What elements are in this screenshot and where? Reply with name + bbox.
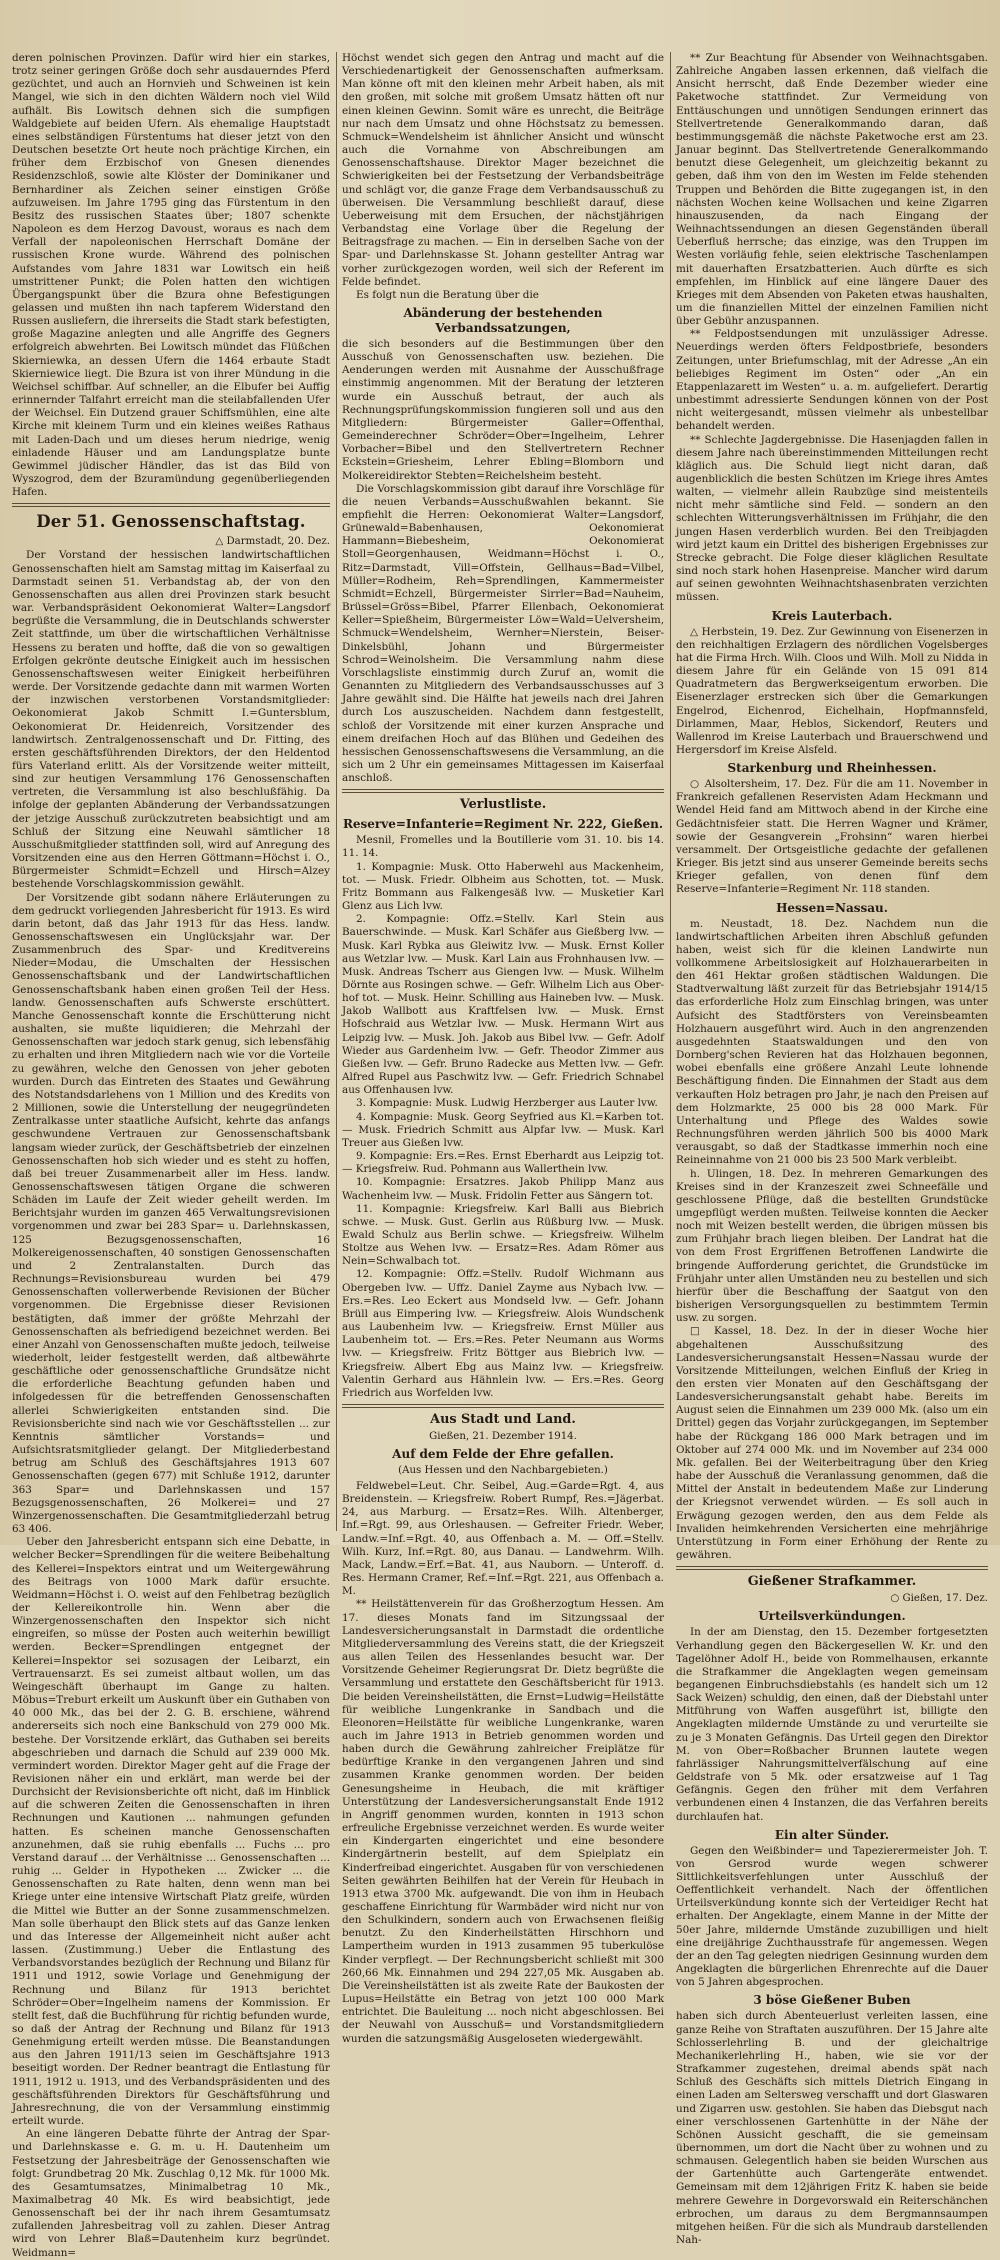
headline-verlustliste: Verlustliste. (459, 797, 547, 813)
column-left (12, 52, 330, 2259)
subheadline-regiment: Reserve=Infanterie=Regiment Nr. 222, Gießen. (342, 817, 664, 832)
article-text: An eine längeren Debatte führte der Antrag der Spar- und Darlehnskasse e. G. m. u. H. Dautenheim um Festsetzung der Jahresbeiträge der Genossenschaften wie folgt: Grundbetrag 20 Mk. Zuschlag 0,12 Mk. für 1000 Mk. des Gesamtumsatzes, Minimalbetrag 10 Mk., Maximalbetrag 40 Mk. Es wird beabsichtigt, jede Genossenschaft bei der ihr nach ihrem Gesamtumsatz zufallenden Jahresbeitrag voll zu zahlen. Dieser Antrag wird von Lehrer Blaß=Dautenheim kurz begründet. Weidmann= (12, 2128, 330, 2259)
list-text: Feldwebel=Leut. Chr. Seibel, Aug.=Garde=Rgt. 4, aus Breidenstein. — Kriegsfreiw. Robert Rumpf, Res.=Jägerbat. 24, aus Marburg. — Ersatz=Res. Wilh. Altenberger, Inf.=Rgt. 99, aus Orleshausen. — Gefreiter Friedr. Weber, Landw.=Inf.=Rgt. 40, aus Offenbach a. M. — Off.=Stellv. Wilh. Kurz, Inf.=Rgt. 80, aus Danau. — Landwehrm. Wilh. Mack, Landw.=Erf.=Bat. 41, aus Nauborn. — Unteroff. d. Res. Hermann Cramer, Ref.=Inf.=Rgt. 221, aus Offenbach a. M. (342, 1480, 664, 1598)
list-text: 12. Kompagnie: Offz.=Stellv. Rudolf Wichmann aus Obergeben lvw. — Uffz. Daniel Zayme aus Nybach lvw. — Ers.=Res. Leo Eckert aus Mondseld lvw. — Gefr. Johann Brüll aus Eimpering lvw. — Kriegsfreiw. Alois Wundschenk aus Laubenheim lvw. — Kriegsfreiw. Ernst Müller aus Laubenheim tot. — Ers.=Res. Peter Neumann aus Worms lvw. — Kriegsfreiw. Fritz Böttger aus Biebrich lvw. — Kriegsfreiw. Albert Ebg aus Mainz lvw. — Kriegsfreiw. Valentin Gerhard aus Hähnlein lvw. — Ers.=Res. Georg Friedrich aus Worfelden lvw. (342, 1268, 664, 1399)
article-text: ** Feldpostsendungen mit unzulässiger Adresse. Neuerdings werden öfters Feldpostbriefe, besonders Zeitungen, unter Briefumschlag, mit der Adresse „An ein beliebiges Regiment im Osten“ oder „An ein Etappenlazarett im Westen“ u. a. m. aufgeliefert. Derartig unbestimmt adressierte Sendungen können von der Post nicht weitergesandt, müssen vielmehr als unbestellbar behandelt werden. (676, 328, 988, 433)
column-middle (342, 52, 664, 2045)
article-text: deren polnischen Provinzen. Dafür wird hier ein starkes, trotz seiner geringen Größe doch sehr ausdauerndes Pferd gezüchtet, und auch an Hornvieh und Schweinen ist kein Mangel, wie sich in den dichten Wäldern noch viel Wild aufhält. Bis Lowitsch dehnen sich die sumpfigen Waldgebiete auf beiden Ufern. Als ehemalige Hauptstadt eines selbständigen Fürstentums hat dieser jetzt von den Deutschen besetzte Ort heute noch prächtige Kirchen, ein früher dem Erzbischof von Gnesen dienendes Residenzschloß, sowie alte Klöster der Dominikaner und Bernhardiner als Zeichen seiner einstigen Größe aufzuweisen. Im Jahre 1795 ging das Fürstentum in den Besitz des russischen Staates über; 1807 schenkte Napoleon es dem Herzog Davoust, woraus es nach dem Verfall der napoleonischen Herrschaft Domäne der russischen Krone wurde. Während des polnischen Aufstandes vom Jahre 1831 war Lowitsch ein heiß umstrittener Punkt; die Polen hatten den wichtigen Übergangspunkt über die Bzura ohne Befestigungen gelassen und mußten ihn nach tapferem Widerstand den Russen ausliefern, die ihrerseits die Stadt stark befestigten, große Magazine anlegten und alle Angriffe des Gegners erfolgreich abwehrten. Bei Lowitsch mündet das Flüßchen Skierniewka, an dessen Ufern die 1464 erbaute Stadt Skierniewice liegt. Die Bzura ist von ihrer Mündung in die Weichsel schiffbar. Auf schneller, an die Elbufer bei Auffig erinnernder Talfahrt erreicht man die steilabfallenden Ufer der Weichsel. Ein Dutzend grauer Schiffsmühlen, eine alte Kirche mit kleinem Turm und ein kleines weißes Rathaus mit Laden-Dach und um dieses herum niedrige, wenig einladende Häuser und am Landungsplatze bunte Gewimmel jüdischer Händler, das ist das Bild von Wyszogrod, dem der Bzuramündung gegenüberliegenden Hafen. (12, 52, 330, 499)
subheadline-satzungen: Abänderung der bestehenden Verbandssatzungen, (403, 305, 603, 335)
article-text: Höchst wendet sich gegen den Antrag und macht auf die Verschiedenartigkeit der Genossenschaften aufmerksam. Man könne oft mit den kleinen mehr Arbeit haben, als mit den großen, mit solche mit großem Umsatz hätten oft nur einen kleinen Gewinn. Somit wäre es unrecht, die Beiträge nur nach dem Umsatz und ohne Höchstsatz zu bemessen. Schmuck=Wendelsheim ist ähnlicher Ansicht und wünscht auch die Vornahme von Abschreibungen am Genossenschaftshause. Direktor Mager bezeichnet die Schwierigkeiten bei der Festsetzung der Verbandsbeiträge und schlägt vor, die ganze Frage dem Verbandsausschuß zu überweisen. Die Versammlung beschließt darauf, diese Ueberweisung mit dem Ersuchen, der nächstjährigen Verbandstag eine Vorlage über die Regelung der Beitragsfrage zu machen. — Ein in derselben Sache von der Spar- und Darlehnskasse St. Johann gestellter Antrag war vorher zurückgezogen worden, weil sich der Referent im Felde befindet. (342, 52, 664, 288)
headline-genossenschaftstag: Der 51. Genossenschaftstag. (36, 512, 306, 532)
article-text: Die Vorschlagskommission gibt darauf ihre Vorschläge für die neuen Verbands=Ausschußwahlen bekannt. Sie empfiehlt die Herren: Oekonomierat Walter=Langsdorf, Grünewald=Babenhausen, Oekonomierat Hammann=Biebesheim, Oekonomierat Stoll=Georgenhausen, Weidmann=Höchst i. O., Ritz=Darmstadt, Vill=Offstein, Gellhaus=Bad=Vilbel, Müller=Rodheim, Reh=Sprendlingen, Kammermeister Schmidt=Echzell, Bürgermeister Sirrler=Bad=Nauheim, Brüssel=Gröss=Bibel, Pfarrer Ellenbach, Oekonomierat Keller=Spießheim, Bürgermeister Löw=Wald=Uelversheim, Schmuck=Wendelsheim, Wernher=Nierstein, Beiser-Dinkelsbühl, Johann und Bürgermeister Schrod=Weinolsheim. Die Versammlung nahm diese Vorschlagsliste einstimmig durch Zuruf an, womit die Genannten zu Mitgliedern des Verbandsausschusses auf 3 Jahre gewählt sind. Die Hälfte hat jeweils nach drei Jahren durch Los auszuscheiden. Nachdem dann festgestellt, schloß der Vorsitzende mit einer kurzen Ansprache und einem dreifachen Hoch auf das Blühen und Gedeihen des hessischen Genossenschaftswesens die Versammlung, an die sich um 2 Uhr ein gemeinsames Mittagessen im Kaiserfaal anschloß. (342, 482, 664, 785)
article-text: Ueber den Jahresbericht entspann sich eine Debatte, in welcher Becker=Sprendlingen für die weitere Beibehaltung des Kellerei=Inspektors eintrat und um Weitergewährung des Beitrags von 1000 Mark dafür ersuchte. Weidmann=Höchst i. O. weist auf den Fehlbetrag bezüglich der Kellereikontrolle hin. Wenn aber die Winzergenossenschaften den Inspektor sich nicht eingreifen, so müsse der Posten auch weiterhin bewilligt werden. Becker=Sprendlingen entgegnet der Kellerei=Inspektor sei sozusagen der Leibarzt, ein Vertrauensarzt. Es sei zumeist altbaut wollen, um das Weingeschäft überhaupt im Gange zu halten. Möbus=Treburt erkeilt um Auskunft über ein Guthaben von 40 000 Mk., das bei der 2. G. B. erschiene, während andererseits sich noch eine Bankschuld von 279 000 Mk. bestehe. Der Vorsitzende erklärt, das Guthaben sei bereits abgeschrieben und darnach die Schuld auf 239 000 Mk. vermindert worden. Direktor Mager geht auf die Frage der Revisionen näher ein und erklärt, man werde bei der Durchsicht der Revisionsberichte oft nicht, daß im Hinblick auf die schweren Zeiten die Genossenschaften in ihren Rechnungen und Kautionen ... nahmungen gefunden hatten. Es scheinen manche Genossenschaften anzunehmen, daß sie ruhig ebenfalls ... Fuchs ... pro Verstand darauf ... der Verhältnisse ... Genossenschaften ... ruhig ... Gelder in Hypotheken ... Zwicker ... die Genossenschaften zu Rate halten, denn wenn man bei Kriege unter eine intensive Wirtschaft Platz greife, würden die Mittel wie Butter an der Sonne zusammenschmelzen. Man solle überhaupt den Blick stets auf das Ganze lenken und das Interesse der Allgemeinheit nicht außer acht lassen. (Zustimmung.) Ueber die Entlastung des Verbandsvorstandes bezüglich der Rechnung und Bilanz für 1911 und 1912, sowie Vorlage und Genehmigung der Rechnung und Bilanz für 1913 berichtet Schröder=Ober=Ingelheim namens der Kommission. Er stellt fest, daß die Buchführung für richtig befunden wurde, so daß der Antrag der Rechnung und Bilanz für 1913 Genehmigung erteilt werden müsse. Die Beanstandungen aus den Jahren 1911/13 seien im Geschäftsjahre 1913 beseitigt worden. Der Redner beantragt die Entlastung für 1911, 1912 u. 1913, und des Verbandspräsidenten und des geschäftsführenden Direktors für Geschäftsführung und Jahresrechnung, die von der Versammlung einstimmig erteilt wurde. (12, 1536, 330, 2128)
section-heading-starkenburg: Starkenburg und Rheinhessen. (727, 761, 937, 776)
column-rule (670, 52, 671, 1531)
section-heading-lauterbach: Kreis Lauterbach. (771, 608, 893, 623)
list-text: 1. Kompagnie: Musk. Otto Haberwehl aus Mackenheim, tot. — Musk. Friedr. Olbheim aus Schotten, tot. — Musk. Fritz Bommann aus Falkengesäß lvw. — Musketier Karl Glenz aus Lich lvw. (342, 860, 664, 913)
list-text: 9. Kompagnie: Ers.=Res. Ernst Eberhardt aus Leipzig tot. — Kriegsfreiw. Rud. Pohmann aus Wallerthein lvw. (342, 1150, 664, 1176)
divider (342, 789, 664, 793)
subheadline-note: (Aus Hessen und den Nachbargebieten.) (398, 1465, 608, 1476)
dateline: Gießen, 21. Dezember 1914. (429, 1431, 577, 1442)
article-text: ** Heilstättenverein für das Großherzogtum Hessen. Am 17. dieses Monats fand im Sitzungssaal der Landesversicherungsanstalt in Darmstadt die ordentliche Mitgliederversammlung des Vereins statt, die der Kriegszeit aus allen Teilen des Hessenlandes besucht war. Der Vorsitzende Geheimer Regierungsrat Dr. Dietz begrüßte die Versammlung und erstattete den Geschäftsbericht für 1913. Die beiden Vereinsheilstätten, die Ernst=Ludwig=Heilstätte für weibliche Lungenkranke in Sandbach und die Eleonoren=Heilstätte für weibliche Lungenkranke, waren auch im Jahre 1913 in Betrieb genommen worden und haben durch die Gewährung zahlreicher Freiplätze für bedürftige Kranke in den vergangenen Jahren und sind zusammen Kranke genommen worden. Der beiden Genesungsheime in Heubach, die mit kräftiger Unterstützung der Landesversicherungsanstalt Ende 1912 in Angriff genommen wurden, konnten in 1913 schon erfreuliche Ergebnisse verzeichnet werden. Es wurde weiter ein Kindergarten eingerichtet und eine besondere Kindergärtnerin bestellt, auf dem Spielplatz ein Kinderfreibad eingerichtet. Ausgaben für von verschiedenen Seiten gewährten Beihilfen hat der Verein für Heubach in 1913 etwa 3700 Mk. aufgewandt. Die von ihm in Heubach geschaffene Einrichtung für Warmbäder wird nicht nur von den Schulkindern, sondern auch von Erwachsenen fleißig benutzt. Zu den Kinderheilstätten Hirschhorn und Lampertheim wurden in 1913 zusammen 95 tuberkulöse Kinder verpflegt. — Der Rechnungsbericht schließt mit 300 260,66 Mk. Einnahmen und 294 227,05 Mk. Ausgaben ab. Die Vereinsheilstätten ist als zweite Rate der Baukosten der Lupus=Heilstätte ein Betrag von jetzt 100 000 Mark entrichtet. Die Bauleitung ... noch nicht abgeschlossen. Bei der Neuwahl von Ausschuß= und Vorstandsmitgliedern wurden die satzungsmäßig Ausgeloseten wiedergewählt. (342, 1598, 664, 2045)
divider (676, 1566, 988, 1570)
list-text: Mesnil, Fromelles und la Boutillerie vom 31. 10. bis 14. 11. 14. (342, 834, 664, 860)
article-text: m. Neustadt, 18. Dez. Nachdem nun die landwirtschaftlichen Arbeiten ihren Abschluß gefunden haben, weist sich für die kleinen Landwirte nun vollkommene Arbeitslosigkeit auf Holzhauerarbeiten in den 461 Hektar großen städtischen Waldungen. Die Stadtverwaltung läßt zurzeit für das Betriebsjahr 1914/15 das erforderliche Holz zum Einschlag bringen, was unter Aufsicht des Stadtförsters von Vereinsbeamten Holzhauern ausgeführt wird. Auch in den angrenzenden ausgedehnten Staatswaldungen und den von Dornberg'schen Revieren hat das Holzhauen begonnen, wobei ebenfalls eine größere Anzahl Leute lohnende Beschäftigung finden. Die Einnahmen der Stadt aus dem verkauften Holz betragen pro Jahr, je nach den Preisen auf dem Holzmarkte, 25 000 bis 28 000 Mark. Für Unterhaltung und Pflege des Waldes sowie Rechnungsführen werden jährlich 500 bis 4000 Mark verausgabt, so daß der Stadtkasse immerhin noch eine Reineinnahme von 21 000 bis 23 500 Mark verbleibt. (676, 917, 988, 1167)
headline-stadt-und-land: Aus Stadt und Land. (430, 1412, 576, 1427)
article-text: Der Vorsitzende gibt sodann nähere Erläuterungen zu dem gedruckt vorliegenden Jahresbericht für 1913. Es wird darin betont, daß das Jahr 1913 für das Hess. landw. Genossenschaftswesen ein Unglücksjahr war. Der Zusammenbruch des Spar- und Kreditvereins Nieder=Modau, die Umschalten der Hessischen Genossenschaftsbank und der Landwirtschaftlichen Genossenschaftsbank haben einen großen Teil der Hess. landw. Genossenschaften aufs Schwerste erschüttert. Manche Genossenschaft konnte die Erschütterung nicht aushalten, sie mußte liquidieren; die Mehrzahl der Genossenschaften war jedoch stark genug, sich lebensfähig zu erhalten und ihren Mitgliedern nach wie vor die Vorteile zu gewähren, welche den Genossen von jeher geboten wurden. Durch das Eintreten des Staates und Gewährung des Notstandsdarlehens von 1 Million und des Kredits von 2 Millionen, sowie die Unterstellung der neugegründeten Zentralkasse unter staatliche Aufsicht, kehrte das anfangs geschwundene Vertrauen zur Genossenschaftsbank langsam wieder zurück, der Geschäftsbetrieb der einzelnen Genossenschaften hob sich wieder und es steht zu hoffen, daß bei treuer Zusammenarbeit aller im Hess. landw. Genossenschaftswesen tätigen Organe die schweren Schäden im Laufe der Zeit wieder geheilt werden. Im Berichtsjahr wurden im ganzen 465 Verwaltungsrevisionen vorgenommen und zwar bei 283 Spar= u. Darlehnskassen, 125 Bezugsgenossenschaften, 16 Molkereigenossenschaften, 40 sonstigen Genossenschaften und 2 Zentralanstalten. Durch das Rechnungs=Revisionsbureau wurden bei 479 Genossenschaften vollerwerbende Revisionen der Bücher vorgenommen. Die Ergebnisse dieser Revisionen bestätigten, daß immer der größte Mehrzahl der Genossenschaften als befriedigend bezeichnet werden. Bei einer Anzahl von Genossenschaften mußte jedoch, teilweise wiederholt, leider festgestellt werden, daß altbewährte geschäftliche oder genossenschaftliche Grundsätze nicht die erforderliche Beachtung gefunden haben und infolgedessen für die betreffenden Genossenschaften allerlei Schwierigkeiten entstanden sind. Die Revisionsberichte sind nach wie vor Geschäftsstellen ... zur Kenntnis sämtlicher Vorstands= und Aufsichtsratsmitglieder gelangt. Der Mitgliederbestand betrug am Schluß des Geschäftsjahres 1913 607 Genossenschaften (gegen 677) mit Schluße 1912, darunter 363 Spar= und Darlehnskassen und 157 Bezugsgenossenschaften, 26 Molkerei= und 27 Winzergenossenschaften. Die Gesamtmitgliederzahl betrug 63 406. (12, 891, 330, 1536)
column-right (676, 52, 988, 2247)
article-text: h. Ulingen, 18. Dez. In mehreren Gemarkungen des Kreises sind in der Kranzeszeit zwei Schneefälle und geschlossene Pflüge, daß die bestellten Grundstücke umgepflügt werden mußten. Teilweise konnten die Aecker noch mit Weizen bestellt werden, die übrigen müssen bis zum Frühjahr brach liegen bleiben. Der Landrat hat die von dem Frost Ergriffenen Betroffenen Landwirte die bringende Aufforderung gerichtet, die Grundstücke im Frühjahr unter allen Umständen neu zu bestellen und sich hierfür über die Beschaffung der Saatgut von den bisherigen Versorgungsquellen zu bestimmtem Termin usw. zu sorgen. (676, 1167, 988, 1325)
list-text: 4. Kompagnie: Musk. Georg Seyfried aus Kl.=Karben tot. — Musk. Friedrich Schmitt aus Alpfar lvw. — Musk. Karl Treuer aus Gießen lvw. (342, 1110, 664, 1149)
dateline: △ Darmstadt, 20. Dez. (215, 536, 330, 548)
list-text: 3. Kompagnie: Musk. Ludwig Herzberger aus Lauter lvw. (356, 1097, 658, 1110)
list-text: 10. Kompagnie: Ersatzres. Jakob Philipp Manz aus Wachenheim lvw. — Musk. Fridolin Fetter aus Sängern tot. (342, 1176, 664, 1202)
column-rule (336, 52, 337, 1531)
article-text: □ Kassel, 18. Dez. In der in dieser Woche hier abgehaltenen Ausschußsitzung des Landesversicherungsanstalt Hessen=Nassau wurde der Vorsitzende Mitteilungen, welchen Einfluß der Krieg in den ersten vier Monaten auf den Geschäftsgang der Landesversicherungsanstalt gehabt habe. Bereits im August seien die Einnahmen um 239 000 Mk. (also um ein Drittel) gegen das Vorjahr zurückgegangen, im September habe der Rückgang 186 000 Mark betragen und im Oktober auf 274 000 Mk. und im November auf 234 000 Mk. gefallen. Bei der Weiterbeitragung über den Krieg habe der Ausschuß die Veranlassung genommen, daß die Mittel der Anstalt in bedeutendem Maße zur Linderung der Kriegsnot verwendet würden. — Es soll auch in Erwägung gezogen werden, den aus dem Felde als Invaliden heimkehrenden Versicherten eine mehrjährige Unterstützung in Form einer Erhöhung der Rente zu gewähren. (676, 1325, 988, 1562)
article-text: ○ Alsoltersheim, 17. Dez. Für die am 11. November in Frankreich gefallenen Reservisten Adam Heckmann und Wendel Heid fand am Mittwoch abend in der Kirche eine Gedächtnisfeier statt. Die Herren Wagner und Krämer, sowie der Gesangverein „Frohsinn“ waren hierbei versammelt. Der Ortsgeistliche gedachte der gefallenen Krieger. Bis jetzt sind aus unserer Gemeinde bereits sechs Krieger gefallen, von denen fünf dem Reserve=Infanterie=Regiment Nr. 118 standen. (676, 778, 988, 896)
list-text: 11. Kompagnie: Kriegsfreiw. Karl Balli aus Biebrich schwe. — Musk. Gust. Gerlin aus Rüßburg lvw. — Musk. Ewald Schulz aus Berlin schwe. — Kriegsfreiw. Wilhelm Stoltze aus Wehen lvw. — Ersatz=Res. Adam Römer aus Nein=Schwalbach tot. (342, 1202, 664, 1268)
article-text: die sich besonders auf die Bestimmungen über den Ausschuß von Genossenschaften usw. beziehen. Die Aenderungen werden mit Ausnahme der Ausschußfrage einstimmig angenommen. Mit der Beratung der letzteren wurde ein Ausschuß betraut, der auch als Rechnungsprüfungskommission fungieren soll und aus den Mitgliedern: Bürgermeister Galler=Offenthal, Gemeinderechner Schröder=Ober=Ingelheim, Lehrer Vorbacher=Bibel und den Stellvertretern Rechner Eckstein=Griesheim, Lehrer Ebling=Blomborn und Molkereidirektor Stebten=Reichelsheim besteht. (342, 337, 664, 482)
article-text: Es folgt nun die Beratung über die (356, 288, 539, 301)
dateline: ○ Gießen, 17. Dez. (890, 1593, 988, 1605)
article-text: Der Vorstand der hessischen landwirtschaftlichen Genossenschaften hielt am Samstag mittag im Kaiserfaal zu Darmstadt seinen 51. Verbandstag ab, der von den Genossenschaften aus allen drei Provinzen stark besucht war. Verbandspräsident Oekonomierat Walter=Langsdorf begrüßte die Versammlung, die in Deutschlands schwerster Zeit stattfinde, um über die wirtschaftlichen Verhältnisse Hessens zu beraten und hoffte, daß die von so gewaltigen Erfolgen gekrönte deutsche Einigkeit auch im hessischen Genossenschaftswesen weiter Einigkeit herbeiführen werde. Der Vorsitzende gedachte dann mit warmen Worten der inzwischen verstorbenen Vorstandsmitglieder: Oekonomierat Jakob Schmitt I.=Guntersblum, Oekonomierat Dr. Heidenreich, Vorsitzender des landwirtsch. Zentralgenossenschaft und Dr. Fitting, des ersten geschäftsführenden Direktors, der den Heldentod fürs Vaterland erlitt. Als der Vorsitzende weiter mitteilt, sind zur heutigen Versammlung 176 Genossenschaften vertreten, die Versammlung ist also beschlußfähig. Da infolge der geplanten Abänderung der Verbandssatzungen der jetzige Ausschuß zurückzutreten beabsichtigt und am Schluß der Sitzung eine Neuwahl sämtlicher 18 Ausschußmitglieder stattfinden soll, wird auf Anregung des Vorsitzenden eine aus den Herren Göttmann=Höchst i. O., Bürgermeister Schmidt=Echzell und Hirsch=Alzey bestehende Vorschlagskommission gewählt. (12, 549, 330, 891)
divider (12, 503, 330, 507)
article-text: Gegen den Weißbinder= und Tapezierermeister Joh. T. von Gersrod wurde wegen schwerer Sittlichkeitsverfehlungen unter Ausschluß der Oeffentlichkeit verhandelt. Nach der öffentlichen Urteilsverkündung konnte sich der Verteidiger Recht hat erhalten. Der Angeklagte, einem Manne in der Mitte der 50er Jahre, mildernde Umstände zuzubilligen und hielt eine dreijährige Zuchthausstrafe für angemessen. Wegen der an den Tag gelegten niedrigen Gesinnung wurden dem Angeklagten die bürgerlichen Ehrenrechte auf die Dauer von 5 Jahren abgesprochen. (676, 1844, 988, 1989)
subheadline-suender: Ein alter Sünder. (774, 1827, 890, 1842)
article-text: ** Zur Beachtung für Absender von Weihnachtsgaben. Zahlreiche Angaben lassen erkennen, daß vielfach die Ansicht herrscht, daß Ende Dezember wieder eine Paketwoche stattfindet. Zur Vermeidung von Enttäuschungen und unnötigen Sendungen erinnert das Stellvertretende Generalkommando daran, daß bestimmungsgemäß die nächste Paketwoche erst am 23. Januar beginnt. Das Stellvertretende Generalkommando benutzt diese Gelegenheit, um gleichzeitig bekannt zu geben, daß ihm von den im Westen im Felde stehenden Truppen und Behörden die Bitte zugegangen ist, in den nächsten Wochen keine Wollsachen und keine Zigarren hinauszusenden, da nach Eingang der Weihnachtssendungen an diesen Gegenständen überall Ueberfluß herrsche; das einzige, was den Truppen im Westen vorläufig fehle, seien elektrische Taschenlampen mit dauerhaften Ersatzbatterien. Auch dürfte es sich empfehlen, im Hinblick auf eine längere Dauer des Krieges mit dem Absenden von Paketen etwas haushalten, um die finanziellen Mittel der einzelnen Familien nicht über Gebühr anzuspannen. (676, 52, 988, 328)
article-text: △ Herbstein, 19. Dez. Zur Gewinnung von Eisenerzen in den reichhaltigen Erzlagern des nördlichen Vogelsberges hat die Firma Hrch. Wilh. Cloos und Wilh. Moll zu Nidda in diesem Jahre für ein Gelände von 15 091 814 Quadratmetern das Bergwerkseigentum erworben. Die Eisenerzlager erstrecken sich über die Gemarkungen Engelrod, Eichenrod, Eichelhain, Hopfmannsfeld, Dirlammen, Maar, Heblos, Sickendorf, Reuters und Wallenrod im Kreise Lauterbach und Brauerschwend und Hergersdorf im Kreise Alsfeld. (676, 625, 988, 756)
article-text: ** Schlechte Jagdergebnisse. Die Hasenjagden fallen in diesem Jahre nach übereinstimmenden Mitteilungen recht kläglich aus. Die Schuld liegt nicht daran, daß augenblicklich die besten Schützen im Kriege ihres Amtes walten, — vielmehr allein Raubzüge sind meistenteils nicht mehr sämtliche sind Feld. — sondern an den schlechten Witterungsverhältnissen im Frühjahr, die den jungen Hasen verderblich wurden. Bei den Treibjagden wird jetzt kaum ein Drittel des bisherigen Ergebnisses zur Strecke gebracht. Die Folge dieser kläglichen Resultate sind noch stark hohen Hasenpreise. Mancher wird darum auf seinen gewohnten Weihnachtshasenbraten verzichten müssen. (676, 433, 988, 604)
list-text: 2. Kompagnie: Offz.=Stellv. Karl Stein aus Bauerschwinde. — Musk. Karl Schäfer aus Gießberg lvw. — Musk. Karl Rybka aus Gleiwitz lvw. — Musk. Ernst Koller aus Wetzlar lvw. — Musk. Karl Lain aus Frohnhausen lvw. — Musk. Andreas Tscherr aus Giengen lvw. — Musk. Wilhelm Dörnte aus Rosingen schwe. — Gefr. Wilhelm Lich aus Ober-hof tot. — Musk. Heinr. Schilling aus Haineben lvw. — Musk. Jakob Wallbott aus Kraftfelsen lvw. — Musk. Ernst Hofschraid aus Wetzlar lvw. — Musk. Hermann Wirt aus Leipzig lvw. — Musk. Joh. Jakob aus Bibel lvw. — Gefr. Adolf Wieder aus Gardenheim lvw. — Gefr. Theodor Zimmer aus Gießen lvw. — Gefr. Bruno Radecke aus Metten lvw. — Gefr. Alfred Rupel aus Paschwitz lvw. — Gefr. Friedrich Schnabel aus Offenhausen lvw. (342, 913, 664, 1097)
article-text: haben sich durch Abenteuerlust verleiten lassen, eine ganze Reihe von Straftaten auszuführen. Der 15 Jahre alte Schlosserlehrling B. und der gleichaltrige Mechanikerlehrling H., haben, wie sie vor der Strafkammer zugestehen, dreimal abends spät nach Schluß des Geschäfts sich mittels Dietrich Eingang in einen Laden am Seltersweg verschafft und dort Glaswaren und Zigarren usw. gestohlen. Sie haben das Diebsgut nach einer verschlossenen Gartenhütte in der Nähe der Schönen Aussicht geschafft, die sie gemeinsam übernommen, um dort die Nacht über zu wohnen und zu schmausen. Gelegentlich haben sie beiden Wurschen aus der Gartenhütte auch Gartengeräte entwendet. Gemeinsam mit dem 12jährigen Fritz K. haben sie beide mehrere Gewehre in Dorgevorswald ein Reiterschänchen erbrochen, um daraus zu dem Bergmannsaumpen mitgehen heißen. Für die sich als Mundraub darstellenden Nah- (676, 2010, 988, 2247)
article-text: In der am Dienstag, den 15. Dezember fortgesetzten Verhandlung gegen den Bäckergesellen W. Kr. und den Tagelöhner Adolf H., beide von Rommelhausen, erkannte die Strafkammer die Angeklagten wegen gemeinsam begangenen Einbruchsdiebstahls (es handelt sich um 12 Sack Weizen) schuldig, den einen, daß der Diebstahl unter Mitführung von Waffen ausgeführt ist, billigte den Angeklagten mildernde Umstände zu und verurteilte sie zu je 3 Monaten Gefängnis. Das Urteil gegen den Direktor M. von Ober=Roßbacher Brunnen lautete wegen fahrlässiger Nahrungsmittelverfälschung auf eine Geldstrafe von 5 Mk. oder ersatzweise auf 1 Tag Gefängnis. Gegen den früher mit dem Verfahren verbundenen einen 4 Instanzen, die das Verfahren bereits durchlaufen hat. (676, 1626, 988, 1823)
section-heading-hessen-nassau: Hessen=Nassau. (776, 900, 888, 915)
subheadline-gefallen: Auf dem Felde der Ehre gefallen. (392, 1447, 614, 1461)
subheadline-buben: 3 böse Gießener Buben (753, 1993, 911, 2008)
divider (342, 1404, 664, 1408)
subheadline-urteil: Urteilsverkündungen. (758, 1609, 906, 1624)
headline-strafkammer: Gießener Strafkammer. (747, 1574, 917, 1590)
